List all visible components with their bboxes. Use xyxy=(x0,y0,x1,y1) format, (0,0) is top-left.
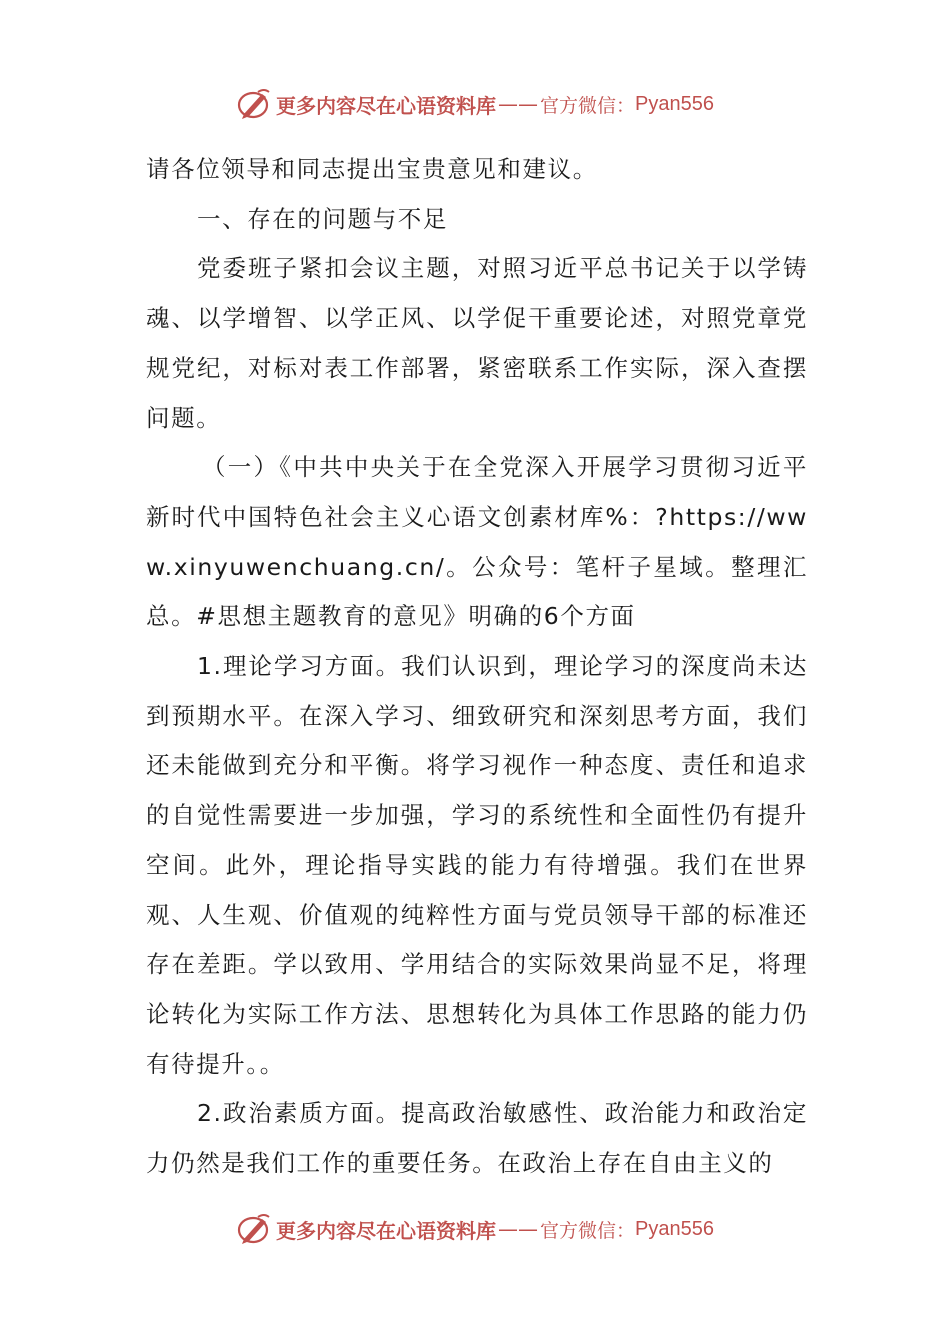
pen-logo-icon xyxy=(236,86,272,122)
banner-separator: —— xyxy=(498,92,538,116)
banner-title: 更多内容尽在心语资料库 xyxy=(276,93,496,118)
document-body xyxy=(146,145,808,1189)
footer-banner-separator: —— xyxy=(498,1217,538,1241)
paragraph-closing-request: 请各位领导和同志提出宝贵意见和建议。 xyxy=(146,155,598,183)
footer-banner-title: 更多内容尽在心语资料库 xyxy=(276,1218,496,1243)
paragraph-intro: 党委班子紧扣会议主题，对照习近平总书记关于以学铸魂、以学增智、以学正风、以学促干重要论述，对照党章党规党纪，对标对表工作部署，紧密联系工作实际，深入查摆问题。 xyxy=(146,254,808,432)
pen-logo-icon xyxy=(236,1211,272,1247)
footer-banner-contact-id: Pyan556 xyxy=(635,1217,714,1240)
footer-banner xyxy=(0,1209,950,1249)
paragraph-political-quality: 2.政治素质方面。提高政治敏感性、政治能力和政治定力仍然是我们工作的重要任务。在政治上存在自由主义的 xyxy=(146,1099,808,1178)
footer-banner-contact-label: 官方微信： xyxy=(540,1219,636,1242)
paragraph-theory-study: 1.理论学习方面。我们认识到，理论学习的深度尚未达到预期水平。在深入学习、细致研究和深刻思考方面，我们还未能做到充分和平衡。将学习视作一种态度、责任和追求的自觉性需要进一步加强，学习的系统性和全面性仍有提升空间。此外，理论指导实践的能力有待增强。我们在世界观、人生观、价值观的纯粹性方面与党员领导干部的标准还存在差距。学以致用、学用结合的实际效果尚显不足，将理论转化为实际工作方法、思想转化为具体工作思路的能力仍有待提升。。 xyxy=(146,652,808,1078)
header-banner xyxy=(0,84,950,124)
banner-contact-id: Pyan556 xyxy=(635,92,714,115)
paragraph-subheading-one: （一）《中共中央关于在全党深入开展学习贯彻习近平新时代中国特色社会主义心语文创素材库%：?https://www.xinyuwenchuang.cn/。公众号：笔杆子星域。整理汇总。#思想主题教育的意见》明确的6个方面 xyxy=(146,453,808,631)
banner-contact-label: 官方微信： xyxy=(540,94,636,117)
section-heading-problems: 一、存在的问题与不足 xyxy=(197,204,448,233)
